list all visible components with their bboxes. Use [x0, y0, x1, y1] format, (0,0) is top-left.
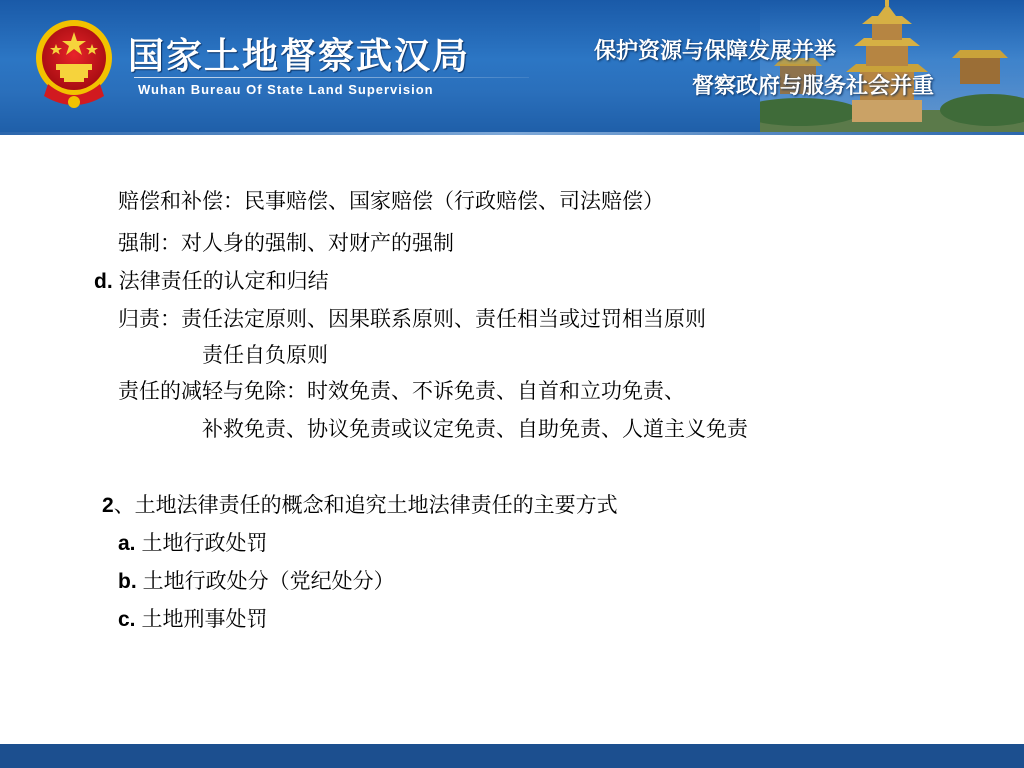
text-line: [118, 186, 664, 216]
list-marker: c.: [118, 608, 136, 631]
line-text: 土地刑事处罚: [141, 607, 268, 631]
list-marker: a.: [118, 532, 136, 555]
bureau-title-chinese: 国家土地督察武汉局: [128, 36, 471, 77]
text-line: [202, 340, 328, 370]
list-item-a: [118, 528, 268, 558]
yellow-crane-tower-scenery: [760, 0, 1024, 132]
line-text: 土地行政处罚: [141, 531, 268, 555]
text-line: [118, 228, 454, 258]
line-text: 赔偿和补偿：民事赔偿、国家赔偿（行政赔偿、司法赔偿）: [118, 189, 664, 213]
line-text: 法律责任的认定和归结: [118, 269, 329, 293]
footer-bar: [0, 744, 1024, 768]
text-line: [202, 414, 748, 444]
text-line: [118, 376, 685, 406]
title-divider: [134, 77, 529, 78]
text-line: [118, 304, 706, 334]
header-divider: [0, 132, 1024, 135]
line-text: 土地行政处分（党纪处分）: [142, 569, 395, 593]
line-text: 责任自负原则: [202, 343, 328, 367]
list-item-c: [118, 604, 268, 634]
line-text: 归责：责任法定原则、因果联系原则、责任相当或过罚相当原则: [118, 307, 706, 331]
line-text: 强制：对人身的强制、对财产的强制: [118, 231, 454, 255]
header-banner: [0, 0, 1024, 132]
list-marker: d.: [94, 270, 113, 293]
list-marker: 2: [102, 494, 114, 517]
line-text: 补救免责、协议免责或议定免责、自助免责、人道主义免责: [202, 417, 748, 441]
slogan-line-2: 督察政府与服务社会并重: [692, 74, 935, 99]
list-marker: b.: [118, 570, 137, 593]
national-emblem-icon: [34, 14, 114, 112]
list-item-b: [118, 566, 395, 596]
line-text: 责任的减轻与免除：时效免责、不诉免责、自首和立功免责、: [118, 379, 685, 403]
section-heading-2: [102, 490, 618, 520]
line-text: 、土地法律责任的概念和追究土地法律责任的主要方式: [113, 493, 618, 517]
slogan-line-1: 保护资源与保障发展并举: [594, 39, 837, 64]
list-item-d: [94, 266, 329, 296]
bureau-title-english: Wuhan Bureau Of State Land Supervision: [138, 82, 434, 97]
